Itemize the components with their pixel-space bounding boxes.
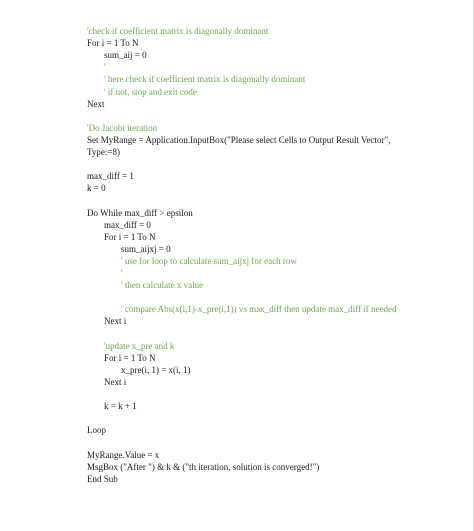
code-line: Set MyRange = Application.InputBox("Please select Cells to Output Result Vector", (87, 134, 391, 145)
code-comment-line: ' use for loop to calculate sum_aijxj for each row (121, 255, 297, 266)
code-comment-line: 'update x_pre and k (104, 340, 175, 351)
code-comment-line: 'check if coefficient matrix is diagonally dominant (87, 26, 269, 36)
code-line: Next i (104, 376, 127, 387)
code-line: sum_aijxj = 0 (121, 243, 171, 254)
code-comment-line: ' if not, stop and exit code (104, 86, 197, 97)
code-comment-line: ' then calculate x value (121, 280, 204, 291)
code-line: Loop (87, 425, 106, 436)
code-line: k = k + 1 (104, 401, 137, 412)
code-line: x_pre(i, 1) = x(i, 1) (121, 364, 191, 375)
code-line: sum_aij = 0 (104, 50, 147, 61)
code-line: Do While max_diff > epsilon (87, 207, 193, 218)
code-line: Next i (104, 316, 127, 327)
code-line: For i = 1 To N (104, 231, 156, 242)
code-line: max_diff = 1 (87, 171, 134, 182)
code-comment-line: ' (121, 268, 123, 278)
code-line: MyRange.Value = x (87, 449, 160, 460)
code-line: MsgBox ("After ") & k & ("th iteration, solution is converged!") (87, 461, 320, 472)
code-comment-line: ' here check if coefficient matrix is diagonally dominant (104, 74, 306, 85)
code-line: Next (87, 98, 105, 109)
code-comment-line: 'Do Jacobi iteration (87, 122, 158, 133)
code-line: For i = 1 To N (104, 352, 156, 363)
code-line: k = 0 (87, 183, 106, 194)
code-comment-line: ' (104, 62, 106, 73)
code-comment-line: ' compare Abs(x(i,1)-x_pre(i,1)) vs max_diff then update max_diff if needed (121, 304, 397, 315)
code-line: Type:=8) (87, 147, 120, 157)
code-line: max_diff = 0 (104, 219, 151, 230)
code-line: For i = 1 To N (87, 38, 139, 49)
code-line: End Sub (87, 473, 118, 484)
